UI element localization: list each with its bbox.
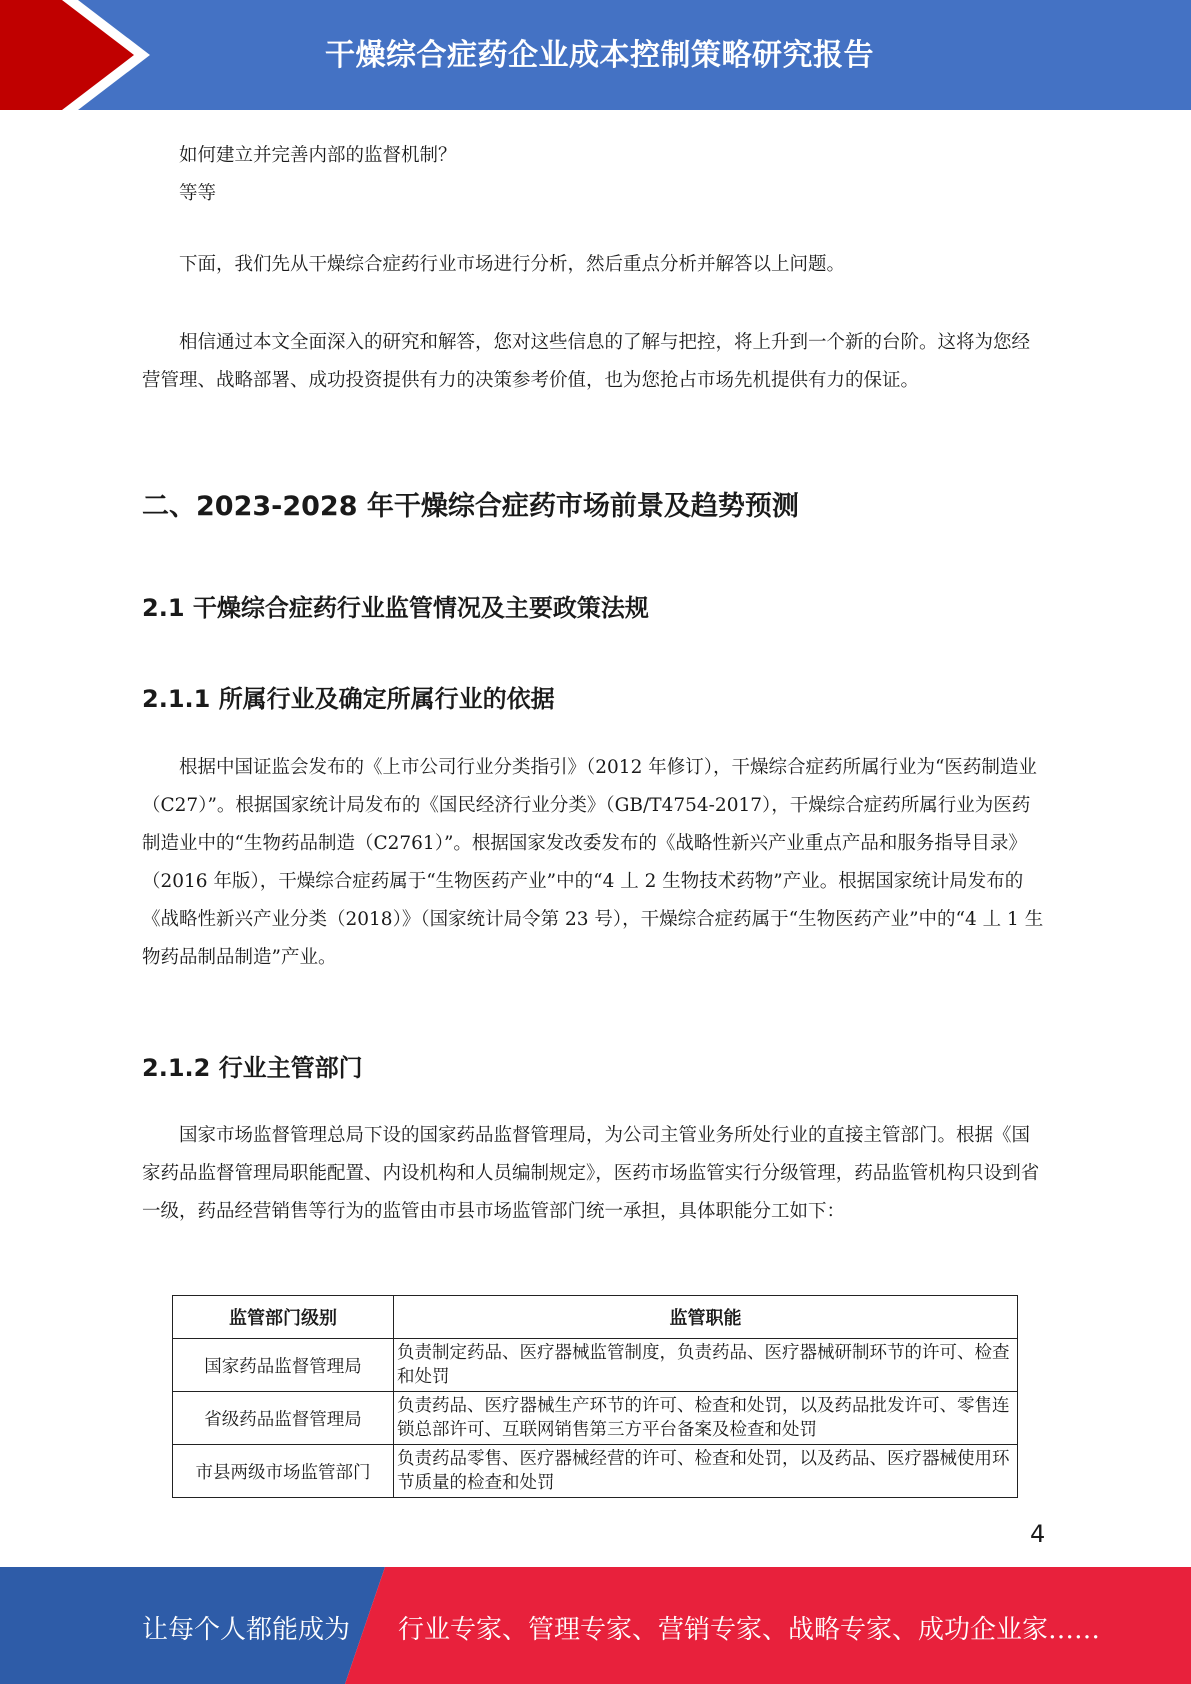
section-2-1-1-heading: 2.1.1 所属行业及确定所属行业的依据 bbox=[142, 685, 555, 713]
table-cell-dept: 国家药品监督管理局 bbox=[173, 1339, 394, 1392]
supervision-table bbox=[172, 1295, 1018, 1498]
table-cell-dept: 省级药品监督管理局 bbox=[173, 1392, 394, 1445]
table-row bbox=[173, 1392, 1018, 1445]
section-2-1-2-heading: 2.1.2 行业主管部门 bbox=[142, 1054, 363, 1082]
table-header-row bbox=[173, 1296, 1018, 1339]
table-cell-duty: 负责药品、医疗器械生产环节的许可、检查和处罚，以及药品批发许可、零售连锁总部许可、互联网销售第三方平台备案及检查和处罚 bbox=[394, 1392, 1018, 1445]
section-2-heading: 二、2023-2028 年干燥综合症药市场前景及趋势预测 bbox=[142, 491, 799, 522]
section-2-1-1-paragraph: 根据中国证监会发布的《上市公司行业分类指引》（2012 年修订），干燥综合症药所属行业为“医药制造业（C27）”。根据国家统计局发布的《国民经济行业分类》（GB/T4754-2017），干燥综合症药所属行业为医药制造业中的“生物药品制造（C2761）”。根据国家发改委发布的《战略性新兴产业重点产品和服务指导目录》（2016 年版），干燥综合症药属于“生物医药产业”中的“4 丄 2 生物技术药物”产业。根据国家统计局发布的《战略性新兴产业分类（2018）》（国家统计局令第 23 号），干燥综合症药属于“生物医药产业”中的“4 丄 1 生物药品制品制造”产业。 bbox=[142, 757, 1044, 968]
table-header-duty: 监管职能 bbox=[394, 1296, 1018, 1339]
page-number: 4 bbox=[1030, 1520, 1046, 1548]
table-row bbox=[173, 1445, 1018, 1498]
footer-slogan-left: 让每个人都能成为 bbox=[142, 1615, 351, 1645]
intro-line-2: 等等 bbox=[179, 183, 217, 204]
intro-paragraph-1: 下面，我们先从干燥综合症药行业市场进行分析，然后重点分析并解答以上问题。 bbox=[179, 254, 846, 275]
table-cell-duty: 负责制定药品、医疗器械监管制度，负责药品、医疗器械研制环节的许可、检查和处罚 bbox=[394, 1339, 1018, 1392]
page-footer bbox=[0, 1567, 1191, 1684]
table-row bbox=[173, 1339, 1018, 1392]
table-cell-duty: 负责药品零售、医疗器械经营的许可、检查和处罚，以及药品、医疗器械使用环节质量的检查和处罚 bbox=[394, 1445, 1018, 1498]
footer-slogan-right: 行业专家、管理专家、营销专家、战略专家、成功企业家…… bbox=[398, 1615, 1101, 1645]
header-title: 干燥综合症药企业成本控制策略研究报告 bbox=[325, 38, 874, 73]
table-cell-dept: 市县两级市场监管部门 bbox=[173, 1445, 394, 1498]
section-2-1-2-paragraph: 国家市场监督管理总局下设的国家药品监督管理局，为公司主管业务所处行业的直接主管部门。根据《国家药品监督管理局职能配置、内设机构和人员编制规定》，医药市场监管实行分级管理，药品监管机构只设到省一级，药品经营销售等行为的监管由市县市场监管部门统一承担，具体职能分工如下： bbox=[142, 1125, 1040, 1222]
section-2-1-heading: 2.1 干燥综合症药行业监管情况及主要政策法规 bbox=[142, 594, 649, 622]
table-header-dept: 监管部门级别 bbox=[173, 1296, 394, 1339]
intro-section bbox=[142, 137, 1047, 213]
page-header bbox=[0, 0, 1191, 110]
intro-line-1: 如何建立并完善内部的监督机制？ bbox=[179, 145, 457, 166]
header-arrow-decoration bbox=[0, 0, 160, 110]
intro-paragraph-2: 相信通过本文全面深入的研究和解答，您对这些信息的了解与把控，将上升到一个新的台阶。这将为您经营管理、战略部署、成功投资提供有力的决策参考价值，也为您抢占市场先机提供有力的保证。 bbox=[142, 332, 1031, 391]
